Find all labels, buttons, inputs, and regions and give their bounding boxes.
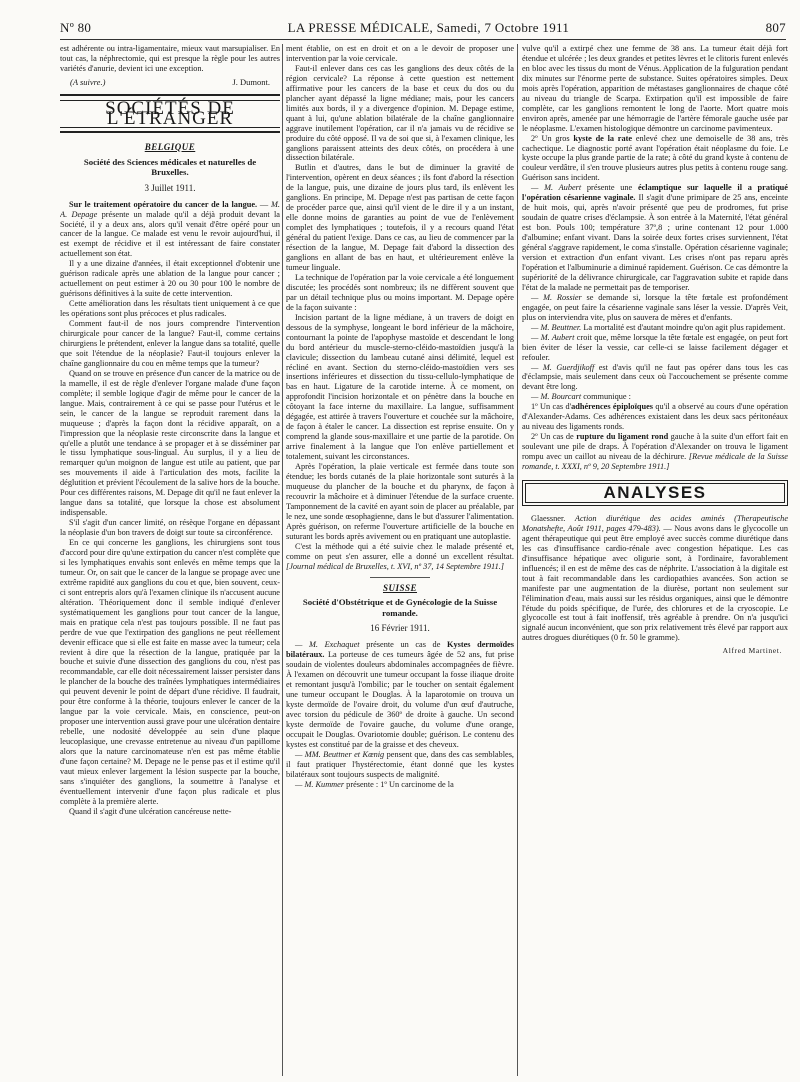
paragraph: Butlin et d'autres, dans le but de diminuer la gravité de l'intervention, opèrent en deux séances ; ils font d'abord la résection de la langue, puis, une dizaine de jours plus tard, ils enlèvent les ganglions. En principe, M. Depage n'est pas partisan de cette façon de procéder parce que, ainsi qu'il vient de le dire il y a un instant, elle donne moins de garanties au point de vue de l'enlèvement complet des lymphatiques ; toutefois, il y a recours quand l'état général du patient l'exige. Dans ce cas, au lieu de commencer par la résection de la langue, M. Depage fait d'abord la dissection des ganglions en allant de bas en haut, et ultérieurement enlève la tumeur linguale. (286, 163, 514, 272)
session-date: 16 Février 1911. (370, 623, 430, 634)
speaker-name: M. A. Depage (60, 199, 280, 219)
paragraph: Après l'opération, la plaie verticale est fermée dans toute son étendue; les bords cutanés de la plaie horizontale sont suturés à la muqueuse du plancher de la bouche et du pharynx, de façon à recouvrir la mâchoire et à diminuer l'étendue de la surface cruente. Tamponnement de la cavité en ayant soin de placer au préalable, par le nez, une sonde œsophagienne, dans le but d'assurer l'alimentation. Après guérison, on referme l'ouverture artificielle de la bouche en suturant les bords après avivement ou en pratiquant une autoplastie. (286, 462, 514, 541)
paragraph-text: qu'il a observé au cours d'une opération d'Alexander-Adams. Ces adhérences existaient dans les deux sacs péritonéaux au niveau des ligaments ronds. (522, 402, 788, 432)
paragraph-text: C'est la méthode qui a été suivie chez le malade présenté et, comme on peut s'en assurer, elle a donné un excellent résultat. (286, 541, 514, 561)
paragraph (286, 750, 514, 780)
paragraph (522, 514, 788, 643)
country-heading: SUISSE (382, 582, 418, 593)
paragraph (522, 363, 788, 393)
issue-number: Nº 80 (60, 20, 92, 35)
paragraph-text: 2º Un gros (531, 133, 570, 143)
paragraph (522, 333, 788, 363)
speaker-name: — MM. Beuttner et Kœnig (295, 749, 385, 759)
bibliographic-reference: [Journal médical de Bruxelles, t. XVI, nº 37, 14 Septembre 1911.] (286, 561, 505, 571)
topic-title: rupture du ligament rond (576, 432, 669, 442)
paragraph-text: 1º Un cas d' (531, 402, 572, 412)
paragraph: est adhérente ou intra-ligamentaire, mieux vaut marsupialiser. En tout cas, la néphrectomie, qui est presque la règle pour les autres variétés d'anurie, devient ici une exception. (60, 44, 280, 73)
separator (370, 577, 430, 578)
paragraph (286, 640, 514, 749)
paragraph: Comment faut-il de nos jours comprendre l'intervention chirurgicale pour cancer de la langue? Faut-il, comme certains chirurgiens le prétendent, enlever la langue dans sa totalité, quelle que soit l'étendue de la néoplasie? Faut-il toujours enlever la chaîne ganglionnaire du cou en même temps que la tumeur? (60, 319, 280, 368)
author-name: J. Dumont. (232, 76, 270, 87)
paragraph-text: La porteuse de ces tumeurs âgée de 52 ans, fut prise soudain de violentes douleurs abdominales accompagnées de fièvre. À l'examen on découvrit une tumeur occupant la fosse iliaque droite et remontant jusqu'à l'ombilic; par le toucher on sentait également une tumeur occupant le Douglas. À la laparotomie on trouva un kyste dermoïde de l'ovaire droit, du volume d'un œuf d'autruche, avec torsion du pédicule de 360º de droite à gauche. Un second kyste dermoïde de l'ovaire gauche, du volume d'une orange, occupait le Douglas. Ovariotomie double; guérison. Le contenu des kystes est constitué par de la graisse et des cheveux. (286, 650, 514, 749)
author-name: Glaessner. (531, 513, 566, 523)
paragraph (286, 542, 514, 572)
paragraph-text: La mortalité est d'autant moindre qu'on agit plus rapidement. (583, 322, 786, 332)
paragraph-text: communique : (583, 392, 631, 402)
society-name: Société d'Obstétrique et de Gynécologie de la Suisse romande. (302, 597, 498, 618)
paragraph-text: pensent que, dans des cas semblables, il faut pratiquer l'hystérectomie, étant donné que les kystes bilatéraux sont toujours suspects de malignité. (286, 749, 514, 779)
session-date: 3 Juillet 1911. (144, 182, 196, 193)
article-signature (60, 78, 280, 88)
paragraph-text: Il s'agit d'une primipare de 25 ans, enceinte de huit mois, qui, après n'avoir présenté que peu de prodromes, fut prise soudain de quatre crises d'éclampsie. À son entrée à la Maternité, l'état général est bon. Pouls 100; température 37º,8 ; urine contenant 12 pour 1.000 d'albumine; enfant vivant. Dans la soirée deux fortes crises surviennent, l'état général s'aggrave rapidement, le coma s'installe. Opération césarienne vaginale; version et extraction d'un enfant vivant. Les crises n'ont pas reparu après l'opération et l'albuminurie a diminué rapidement. Guérison. Ce cas démontre la supériorité de la délivrance chirurgicale, car l'aggravation subite et rapide dans l'état de la malade ne permettait pas de temporiser. (522, 193, 788, 292)
speaker-name: — M. Beuttner. (531, 322, 582, 332)
speaker-name: — M. Aubert (531, 332, 575, 342)
paragraph (522, 293, 788, 323)
paragraph: S'il s'agit d'un cancer limité, on résèque l'organe en dépassant la néoplasie d'un bon travers de doigt sur toute sa circonférence. (60, 518, 280, 538)
paragraph-text: présente : 1º Un carcinome de la (346, 779, 454, 789)
speaker-name: — M. Exchaquet (295, 640, 360, 650)
paragraph-text: croit que, même lorsque la tête fœtale est engagée, on peut fort bien éviter de léser la vessie, car celle-ci se laisse facilement dégager et refouler. (522, 332, 788, 362)
paragraph (522, 323, 788, 333)
speaker-name: — M. Aubert (531, 183, 582, 193)
paragraph (522, 432, 788, 472)
paragraph (522, 392, 788, 402)
speaker-name: — M. Rossier (531, 292, 582, 302)
topic-title: éclamptique sur laquelle il a pratiqué l'opération césarienne vaginale. (522, 183, 788, 203)
speaker-name: — M. Guerdjikoff (531, 362, 595, 372)
topic-title: kyste de la rate (573, 133, 633, 143)
reviewer-signature: Alfred Martinet. (722, 646, 782, 656)
header-rule (60, 39, 786, 40)
paragraph: Quand il s'agit d'une ulcération cancéreuse nette- (69, 806, 232, 816)
paragraph-text: enlevé chez une demoiselle de 38 ans, très cachectique. Le diagnostic porté avant l'opération était néoplasme du foie. Le kyste occupe la plus grande partie de la rate; à côté du grand kyste à contenu de couleur verdâtre, il s'en trouve plusieurs autres plus petits à contenu rouge sang. Guérison sans incident. (522, 133, 788, 183)
speaker-name: — M. Bourcart (531, 392, 582, 402)
column-divider (282, 44, 283, 1076)
bibliographic-reference: (Therapeutische Monatshefte, Août 1911, pages 479-483). (522, 513, 788, 533)
paragraph: Incision partant de la ligne médiane, à un travers de doigt en dessous de la symphyse, longeant le bord inférieur de la mâchoire, contournant la pointe de l'apophyse mastoïde et descendant le long du bord antérieur du muscle-sterno-cléido-mastoïdien jusqu'à la clavicule; dissection du lambeau cutané ainsi délimité, lequel est récliné en avant. Section du sterno-cléido-mastoïdien vers ses insertions inférieures et dissection du tissu-cellulo-lymphatique de bas en haut. Ligature de la carotide interne. À ce moment, on approfondit l'incision horizontale et on pénètre dans la bouche en côtoyant la face interne du maxillaire. La langue, suffisamment dégagée, est attirée à travers l'ouverture et couchée sur la mâchoire, de façon à étaler le cancer. La dissection est reprise ensuite. On y comprend la glande sous-maxillaire et une partie de la parotide. On arrive finalement à la langue que l'on enlève partiellement et totalement, suivant les circonstances. (286, 312, 514, 462)
paragraph (522, 402, 788, 432)
speaker-name: — M. Kummer (295, 779, 345, 789)
paragraph: En ce qui concerne les ganglions, les chirurgiens sont tous d'accord pour dire qu'une extirpation du cancer n'est complète que si les lymphatiques envahis sont enlevés en même temps que la tumeur. Or, on sait que le cancer de la langue se propage avec une extrême rapidité aux ganglions du cou et que, bien souvent, ceux-ci sont entrepris alors qu'à l'examen clinique ils n'accusent aucune altération. Théoriquement donc il semble indiqué d'enlever systématiquement les ganglions pour tout cancer de la langue, mais en pratique cela n'est pas toujours possible. Il ne faut pas perdre de vue que l'extirpation des ganglions ne peut réellement devenir efficace que si elle est faite en masse avec la tumeur; cela revient à dire que la résection de la langue, pratiquée par la bouche et suivie d'une dissection des ganglions du cou, n'est pas recommandable, car elle doit nécessairement laisser persister dans le plancher de la bouche des traînées lymphatiques intermédiaires qui peuvent devenir le point de départ d'une récidive. Il faudrait, pour être conforme à la théorie, toujours enlever le cancer de la langue par la voie cervicale. Mais, en conscience, peut-on proposer une intervention aussi grave pour une ulcération dentaire rebelle, une nodosité développée au sein d'une plaque leucoplasique, une crevasse entretenue au niveau d'un papillome alors que la nature carcinomateuse n'en est pas même établie d'une façon certaine? M. Depage ne le pense pas et il estime qu'il vaut mieux enlever largement la lésion suspecte par la bouche, sans s'inquiéter des ganglions, la soumettre à l'analyse et éventuellement intervenir d'une façon plus radicale et plus complète à la première alerte. (60, 538, 280, 806)
paragraph-text: présente un cas de (366, 640, 441, 650)
paragraph-text: est d'avis qu'il ne faut pas opérer dans tous les cas d'éclampsie, mais seulement dans ceux où l'accouchement se présente comme devant être long. (522, 362, 788, 392)
paragraph (522, 134, 788, 184)
topic-title: Sur le traitement opératoire du cancer de la langue. (69, 199, 258, 209)
paragraph: Quand on se trouve en présence d'un cancer de la matrice ou de la mamelle, il est de règle d'enlever l'organe malade d'une façon complète; il semble logique d'agir de même pour le cancer de la langue. Mais, contrairement à ce qui se passe pour l'utérus et le sein, le cancer de la langue se reproduit rarement dans la muqueuse ; d'après la façon dont la récidive apparaît, on a l'impression que la néoplasie reste circonscrite dans la langue et qu'elle a plutôt une tendance à se propager et à se disséminer par le tissu lymphatique sous-lingual. Au surplus, il y a lieu de remarquer qu'un moignon de langue est utile au patient, que par ses mouvements il aide à l'articulation des mots, facilite la déglutition et prévient l'écoulement de la salive hors de la bouche. Pour ces différentes raisons, M. Depage dit qu'il ne faut enlever la langue dans sa totalité, que lorsque la chose est absolument indispensable. (60, 368, 280, 518)
paragraph: La technique de l'opération par la voie cervicale a été longuement discutée; les procédés sont nombreux; ils ne diffèrent souvent que par un détail technique plus ou moins important. M. Depage opère de la façon suivante : (286, 272, 514, 312)
paragraph-text: présente une (586, 183, 633, 193)
section-banner-title: SOCIÉTÉS DE L'ÉTRANGER (60, 100, 280, 128)
section-banner (60, 94, 280, 133)
paragraph-text: présente un malade qu'il a déjà produit devant la Société, il y a deux ans, alors qu'il venait d'être opéré pour un cancer de la langue. Ce malade est venu le revoir aujourd'hui, il est exempt de récidive et il est intéressant de faire constater actuellement son état. (60, 209, 280, 259)
paragraph-text: gauche à la suite d'un effort fait en soulevant une pile de draps. À l'opération d'Alexander on trouva le ligament rompu avec un caillot au niveau de la déchirure. (522, 432, 788, 462)
paragraph (286, 780, 514, 790)
column-2 (286, 44, 514, 1076)
column-1 (60, 44, 280, 1074)
column-divider (517, 44, 518, 1076)
paragraph: ment établie, on est en droit et on a le devoir de proposer une intervention par la voie cervicale. (286, 44, 514, 63)
country-heading: BELGIQUE (144, 141, 196, 152)
analyses-title: ANALYSES (525, 483, 785, 503)
page-number: 807 (765, 20, 786, 35)
topic-title: adhérences épiploïques (571, 402, 654, 412)
to-be-continued: (A suivre.) (70, 76, 106, 87)
paragraph: Il y a une dizaine d'années, il était exceptionnel d'obtenir une guérison radicale après une ablation de la langue pour cancer ; actuellement on peut estimer à 20 ou 30 pour 100 le nombre de guérisons définitives à la suite de cette intervention. (60, 259, 280, 299)
paragraph-text: 2º Un cas de (531, 432, 574, 442)
topic-title: Kystes dermoïdes bilatéraux. (286, 640, 514, 660)
paragraph: Sur le traitement opératoire du cancer de la langue. — M. A. Depage présente un malade qu'il a déjà produit devant la Société, il y a deux ans, alors qu'il venait d'être opéré pour un cancer de la langue. Ce malade est venu le revoir aujourd'hui, il est exempt de récidive et il est intéressant de faire constater actuellement son état. (60, 199, 280, 259)
bibliographic-reference: [Revue médicale de la Suisse romande, t. XXXI, nº 9, 20 Septembre 1911.] (522, 452, 788, 472)
analyses-banner (522, 480, 788, 506)
paragraph-text: se demande si, lorsque la tête fœtale est profondément engagée, on peut faire la césarienne vaginale sans léser la vessie. D'après Veit, plus on interviendra vite, plus on sauvera de mères et d'enfants. (522, 292, 788, 322)
paragraph: Faut-il enlever dans ces cas les ganglions des deux côtés de la région cervicale? La réponse à cette question est nettement affirmative pour les cancers de la base et ceux du dos ou du plancher ayant dépassé la ligne médiane; mais, pour les cancers limités aux bords, il y a divergence d'opinion. M. Depage estime, quant à lui, qu'une ablation bilatérale de la chaîne ganglionnaire aggrave inutilement l'opération, car il n'a jamais vu de récidive se produire du côté opposé. Il va de soi que si, à l'examen clinique, les ganglions paraissent atteints des deux côtés, on procédera à une dissection bilatérale. (286, 63, 514, 163)
paragraph: vulve qu'il a extirpé chez une femme de 38 ans. La tumeur était déjà fort étendue et ulcérée ; les deux grandes et petites lèvres et le clitoris furent enlevés en bloc avec les tissus du mont de Vénus. Application de la fulguration pendant dix minutes sur l'énorme perte de substance. Suites opératoires simples. Deux mois après l'opération, apparition de métastases ganglionnaires de chaque côté au niveau du triangle de Scarpa. Extirpation qu'il est impossible de faire complète, car les ganglions remontent le long de l'aorte. Mort quatre mois environ après, amenée par une hémorragie de l'artère fémorale gauche usée par le néoplasme. L'examen histologique démontre un carcinome pavimenteux. (522, 44, 788, 133)
paragraph (522, 183, 788, 292)
column-3 (522, 44, 788, 964)
society-name: Société des Sciences médicales et naturelles de Bruxelles. (83, 156, 257, 178)
article-title: Action diurétique des acides aminés (574, 513, 725, 523)
journal-title: LA PRESSE MÉDICALE, Samedi, 7 Octobre 1911 (287, 20, 570, 35)
paragraph-text: — Nous avons dans le glycocolle un agent thérapeutique qui peut être employé avec succès comme diurétique dans les cas d'insuffisance cardio-rénale avec congestion hépatique. Les cas d'insuffisance hépatique avec oligurie sont, à l'ordinaire, favorablement influencés; il en est de même des cas de néphrite. L'association à la digitale est tout à fait recommandable dans les cardiopathies avancées. Son action se manifeste par une augmentation de la diurèse, portant non seulement sur l'élimination d'eau, mais aussi sur les résidus organiques, ainsi que le démontre l'étude du poids spécifique, de l'urée, des chlorures et de la cryoscopie. Le glycocolle est tout à fait inoffensif, très agréable à prendre. On n'a jusqu'ici signalé aucun inconvénient, que son prix relativement très élevé par rapport aux autres drogues diurétiques (0 fr. 50 le gramme). (522, 523, 788, 643)
page-header (60, 20, 786, 36)
paragraph: Cette amélioration dans les résultats tient uniquement à ce que les opérations sont plus précoces et plus radicales. (60, 299, 280, 319)
